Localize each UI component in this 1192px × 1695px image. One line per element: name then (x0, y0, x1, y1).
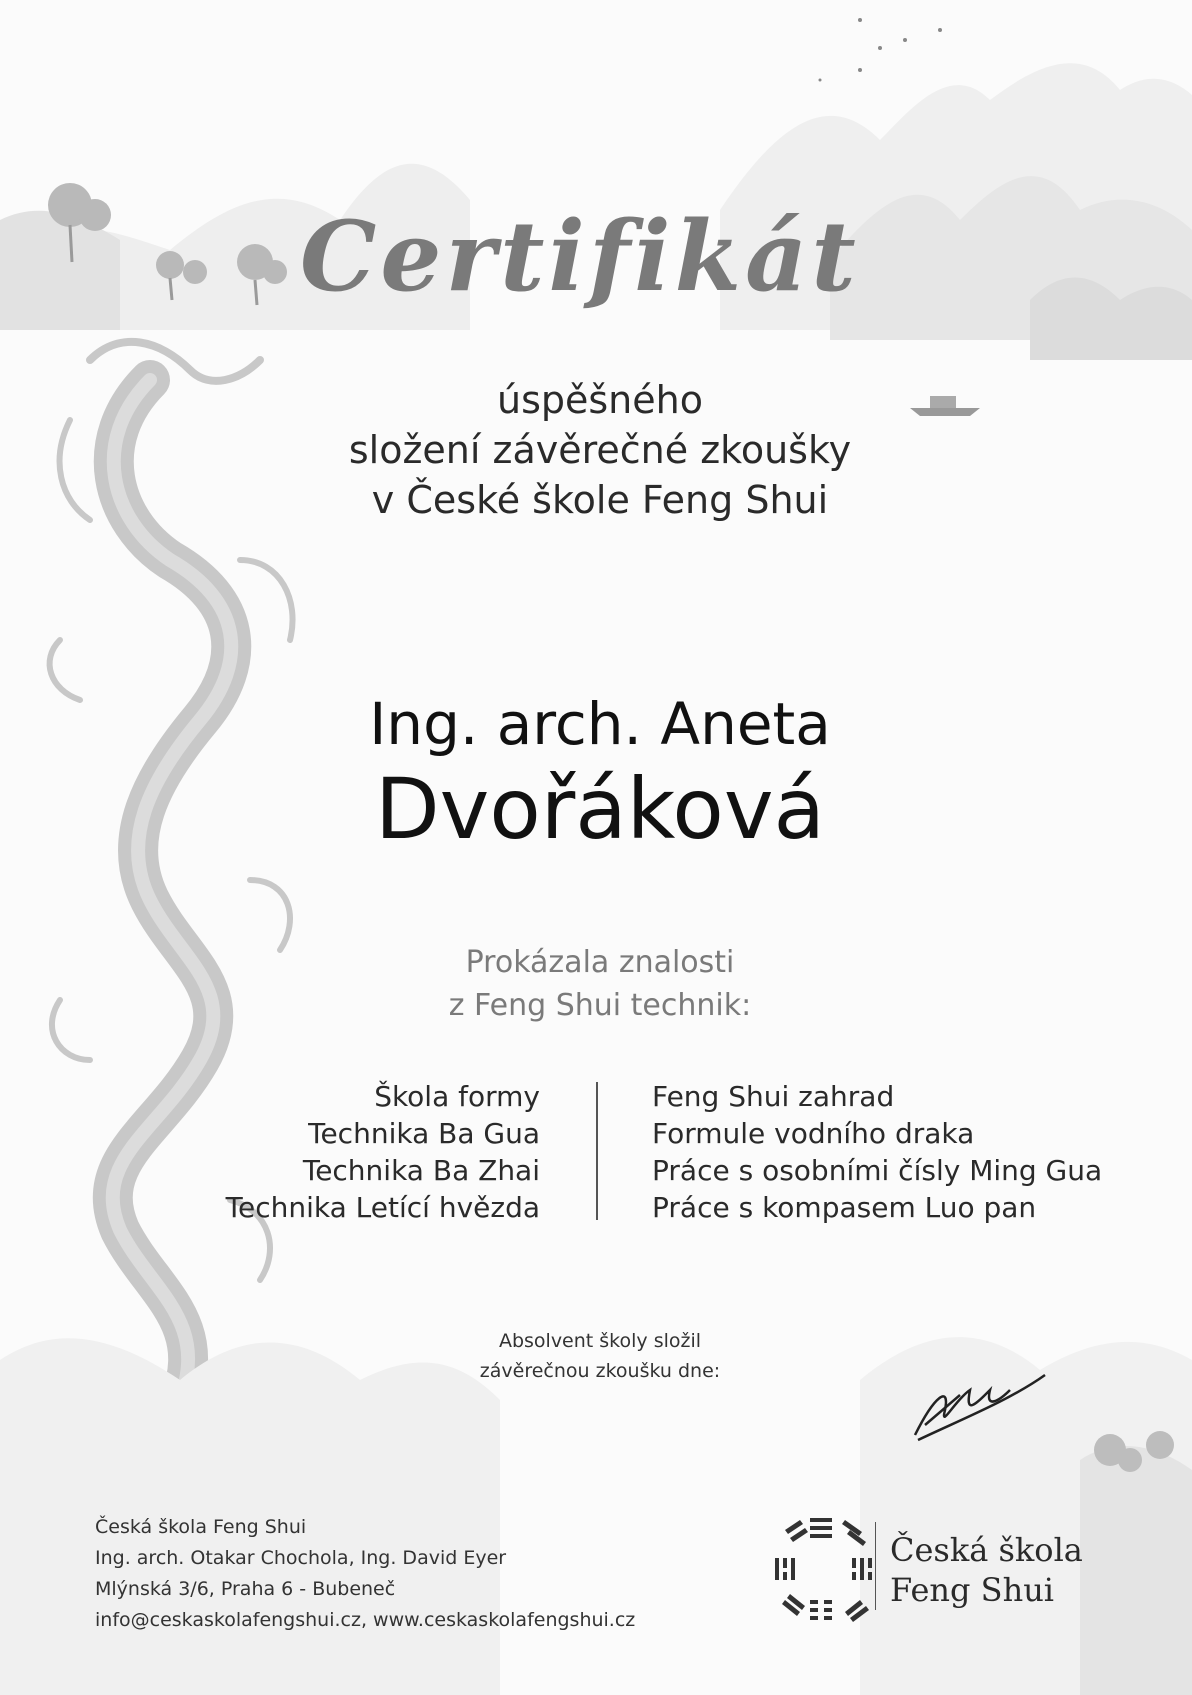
certificate-title: Certifikát (300, 200, 860, 313)
footer-contact (95, 1512, 715, 1636)
subtitle-line-3: v České škole Feng Shui (371, 478, 829, 522)
footer-contact-links: info@ceskaskolafengshui.cz, www.ceskaskolafengshui.cz (95, 1609, 636, 1631)
recipient-title-firstname: Ing. arch. Aneta (369, 690, 831, 758)
footer-address: Mlýnská 3/6, Praha 6 - Bubeneč (95, 1578, 396, 1600)
graduate-line-1: Absolvent školy složil (498, 1330, 702, 1352)
proved-line-2: z Feng Shui technik: (448, 988, 752, 1023)
footer-names: Ing. arch. Otakar Chochola, Ing. David Eyer (95, 1547, 507, 1569)
subtitle-line-1: úspěšného (497, 378, 703, 422)
school-logo-text (890, 1530, 1150, 1610)
techniques-left-list (180, 1078, 540, 1226)
technique-item: Technika Ba Gua (308, 1117, 540, 1150)
footer-school: Česká škola Feng Shui (95, 1516, 307, 1538)
technique-item: Technika Ba Zhai (302, 1154, 540, 1187)
subtitle-line-2: složení závěrečné zkoušky (348, 428, 852, 472)
techniques-divider (596, 1082, 598, 1220)
proved-line-1: Prokázala znalosti (465, 945, 735, 980)
logo-line-2: Feng Shui (890, 1571, 1055, 1609)
technique-item: Práce s osobními čísly Ming Gua (652, 1154, 1103, 1187)
graduate-line-2: závěrečnou zkoušku dne: (479, 1360, 721, 1382)
logo-divider (875, 1522, 876, 1610)
logo-line-1: Česká škola (890, 1531, 1083, 1569)
bagua-logo-icon (775, 1518, 872, 1622)
technique-item: Technika Letící hvězda (225, 1191, 540, 1224)
technique-item: Formule vodního draka (652, 1117, 975, 1150)
techniques-right-list (652, 1078, 1132, 1226)
technique-item: Feng Shui zahrad (652, 1080, 895, 1113)
technique-item: Práce s kompasem Luo pan (652, 1191, 1037, 1224)
recipient-surname: Dvořáková (374, 760, 826, 858)
technique-item: Škola formy (374, 1080, 540, 1113)
